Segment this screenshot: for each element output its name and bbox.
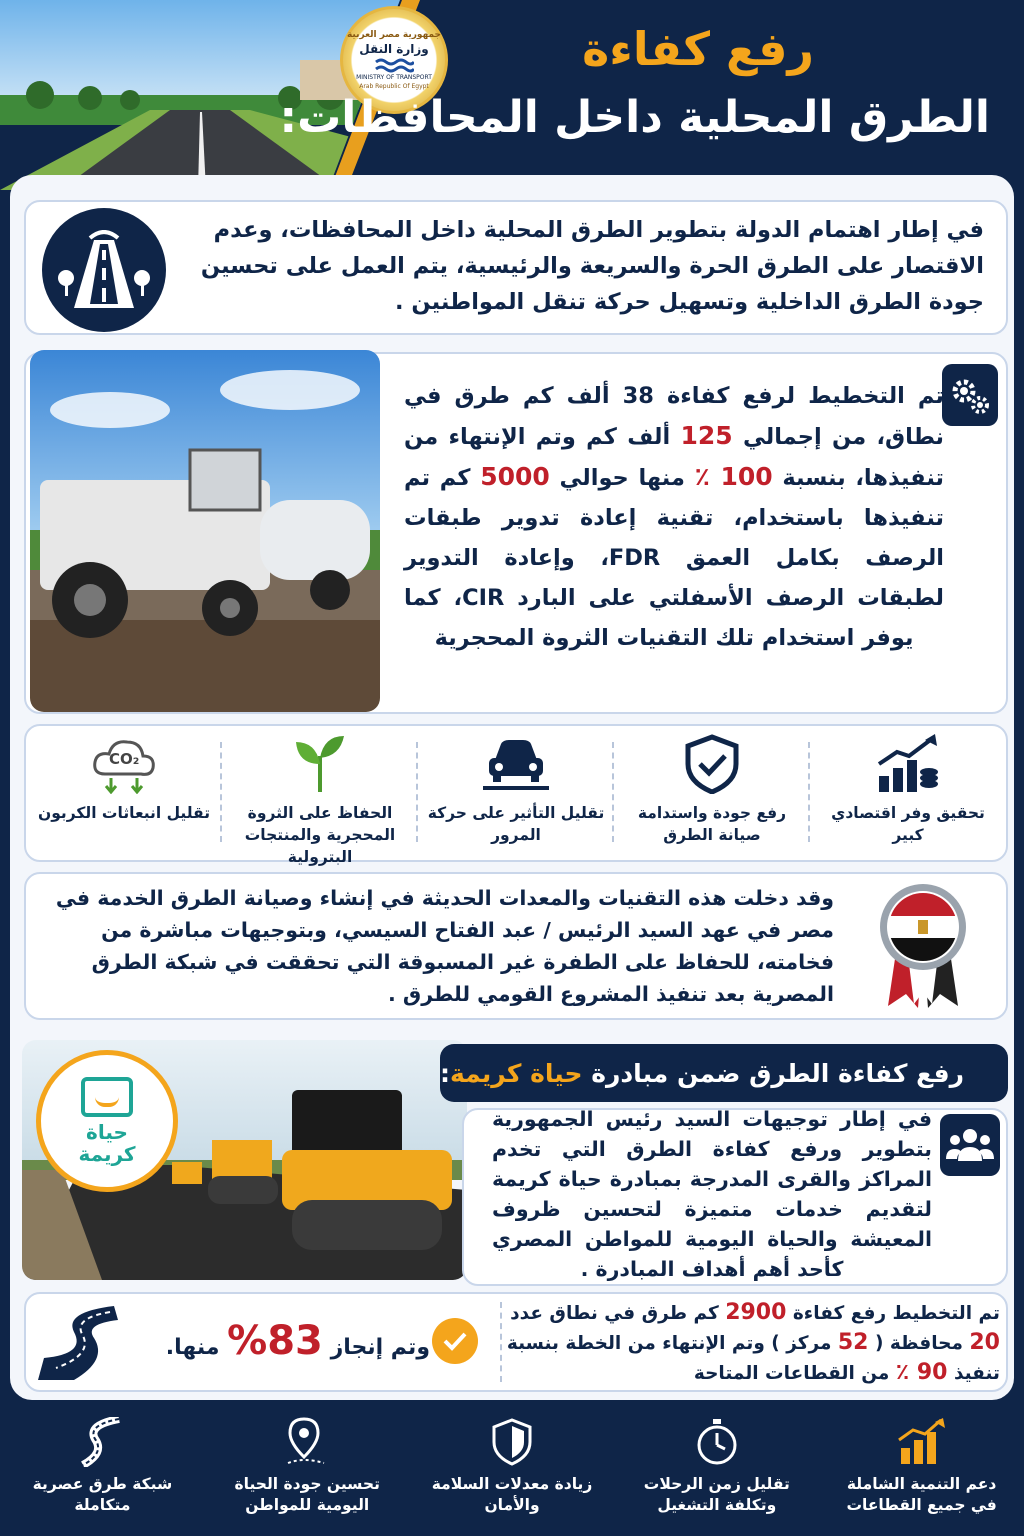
footer-label-development: دعم التنمية الشاملة في جميع القطاعات [846, 1475, 997, 1514]
plant-icon [287, 734, 353, 794]
growth-chart-icon [875, 734, 941, 794]
footer-benefits [0, 1406, 1024, 1536]
page-title-line1: رفع كفاءة [582, 22, 814, 76]
footer-label-quality-life: تحسين جودة الحياة اليومية للمواطن [234, 1475, 380, 1514]
plan-text-part2: ألف كم وتم الإنتهاء من تنفيذها، بنسبة [404, 424, 944, 491]
seal-country-text: جمهورية مصر العربية [346, 30, 442, 40]
road-trees-icon [42, 208, 166, 332]
co2-cloud-icon [91, 734, 157, 794]
plan-total-km: 125 [680, 421, 733, 450]
intro-text: في إطار اهتمام الدولة بتطوير الطرق المحلية داخل المحافظات، وعدم الاقتصار على الطرق الحرة والسريعة والرئيسية، يتم العمل على تحسين جودة الطرق الداخلية وتسهيل حركة تنقل المواطنين . [200, 217, 984, 315]
footer-item-travel-time [627, 1416, 807, 1516]
footer-label-travel-time: تقليل زمن الرحلات وتكلفة التشغيل [643, 1475, 790, 1514]
stats-part5: من القطاعات المتاحة [693, 1363, 896, 1384]
location-pin-icon [281, 1416, 333, 1468]
hayah-karima-heading [440, 1044, 1008, 1102]
footer-label-network: شبكة طرق عصرية متكاملة [32, 1475, 173, 1514]
benefit-economic [818, 728, 998, 858]
benefit-quality-label: رفع جودة واستدامة صيانة الطرق [637, 804, 787, 844]
stats-part4: مركز ) وتم الإنتهاء من الخطة بنسبة تنفيذ [506, 1333, 1000, 1384]
check-circle-icon [432, 1318, 478, 1364]
winding-road-icon [34, 1302, 118, 1382]
plan-text-part3: منها حوالي [549, 465, 695, 491]
hk-heading-prefix: رفع كفاءة الطرق ضمن مبادرة [591, 1058, 964, 1088]
hayah-karima-logo-word2: كريمة [78, 1142, 136, 1166]
hk-heading-emphasis: حياة كريمة [450, 1058, 583, 1088]
stats-km: 2900 [725, 1300, 787, 1325]
hayah-karima-logo [36, 1050, 178, 1192]
benefit-resources-label: الحفاظ على الثروة المحجرية والمنتجات البترولية [244, 804, 396, 866]
shield-check-icon [679, 734, 745, 794]
benefits-row [24, 724, 1008, 866]
footer-item-network [12, 1416, 192, 1516]
footer-label-safety: زيادة معدلات السلامة والأمان [431, 1475, 593, 1514]
plan-completion-percent: 100 ٪ [694, 462, 773, 491]
hk-heading-suffix: : [440, 1058, 450, 1088]
car-icon [483, 734, 549, 794]
footer-item-development [832, 1416, 1012, 1516]
stats-centers: 52 [837, 1330, 869, 1355]
seal-ministry-text: وزارة النقل [359, 42, 429, 56]
completion-prefix: وتم إنجاز [330, 1335, 430, 1360]
hayah-karima-text: في إطار توجيهات السيد رئيس الجمهورية بتطوير ورفع كفاءة الطرق التي تخدم المراكز والقرى المدرجة بمبادرة حياة كريمة لتقديم خدمات متميزة لتحسين ظروف المعيشة والحياة اليومية للمواطن المصري كأحد أهم أهداف المبادرة . [492, 1107, 932, 1281]
seal-ministry-en: MINISTRY OF TRANSPORT [356, 74, 432, 81]
shield-icon [486, 1416, 538, 1468]
plan-text-part1: تم التخطيط لرفع كفاءة 38 ألف كم طرق في نطاق، من إجمالي [404, 383, 944, 450]
hayah-karima-logo-word1: حياة [86, 1120, 128, 1144]
seal-country-en: Arab Republic Of Egypt [359, 83, 429, 90]
gears-icon [942, 364, 998, 426]
completion-suffix: منها. [165, 1335, 228, 1360]
stats-part1: تم التخطيط رفع كفاءة [786, 1303, 1000, 1324]
recycler-machine-photo [30, 350, 380, 712]
page-title-line2: الطرق المحلية داخل المحافظات: [279, 92, 990, 143]
footer-item-safety [422, 1416, 602, 1516]
curvy-road-icon [76, 1416, 128, 1468]
completion-percent: 83% [227, 1318, 323, 1364]
completion-text [165, 1318, 430, 1364]
benefit-traffic-label: تقليل التأثير على حركة المرور [427, 804, 605, 844]
bar-growth-icon [896, 1416, 948, 1468]
stats-governorates: 20 [969, 1330, 1000, 1355]
egypt-flag-medal-icon [878, 882, 968, 1012]
stats-part2: كم طرق في نطاق عدد [510, 1303, 726, 1324]
footer-item-quality-life [217, 1416, 397, 1516]
benefit-traffic [426, 728, 606, 858]
benefit-quality [622, 728, 802, 858]
president-text: وقد دخلت هذه التقنيات والمعدات الحديثة في إنشاء وصيانة الطرق الخدمة في مصر في عهد السيد الرئيس / عبد الفتاح السيسي، وبتوجيهات مباشرة من فخامته، للحفاظ على الطفرة غير المسبوقة التي تحققت في شبكة الطرق المصرية بعد تنفيذ المشروع القومي للطرق . [55, 886, 834, 1006]
waves-icon [374, 56, 414, 74]
benefit-economic-label: تحقيق وفر اقتصادي كبير [831, 804, 985, 844]
benefit-resources [230, 728, 410, 866]
stats-part3: محافظة ( [868, 1333, 970, 1354]
benefit-carbon-label: تقليل انبعاثات الكربون [37, 804, 211, 822]
people-group-icon [940, 1114, 1000, 1176]
plan-recycled-km: 5000 [480, 462, 550, 491]
header-banner [0, 0, 1024, 190]
stopwatch-icon [691, 1416, 743, 1468]
benefit-carbon [34, 728, 214, 858]
plan-text [404, 376, 944, 658]
stats-percent: 90 ٪ [895, 1360, 948, 1385]
plan-text-part4: كم تم تنفيذها باستخدام، تقنية إعادة تدوير طبقات الرصف بكامل العمق FDR، وإعادة التدوير لطبقات الرصف الأسفلتي على البارد CIR، كما يوفر استخدام تلك التقنيات الثروة المحجرية [404, 465, 945, 651]
co2-text: CO₂ [109, 750, 140, 768]
hayah-karima-logo-mark [81, 1077, 133, 1117]
stats-text [500, 1298, 1000, 1388]
